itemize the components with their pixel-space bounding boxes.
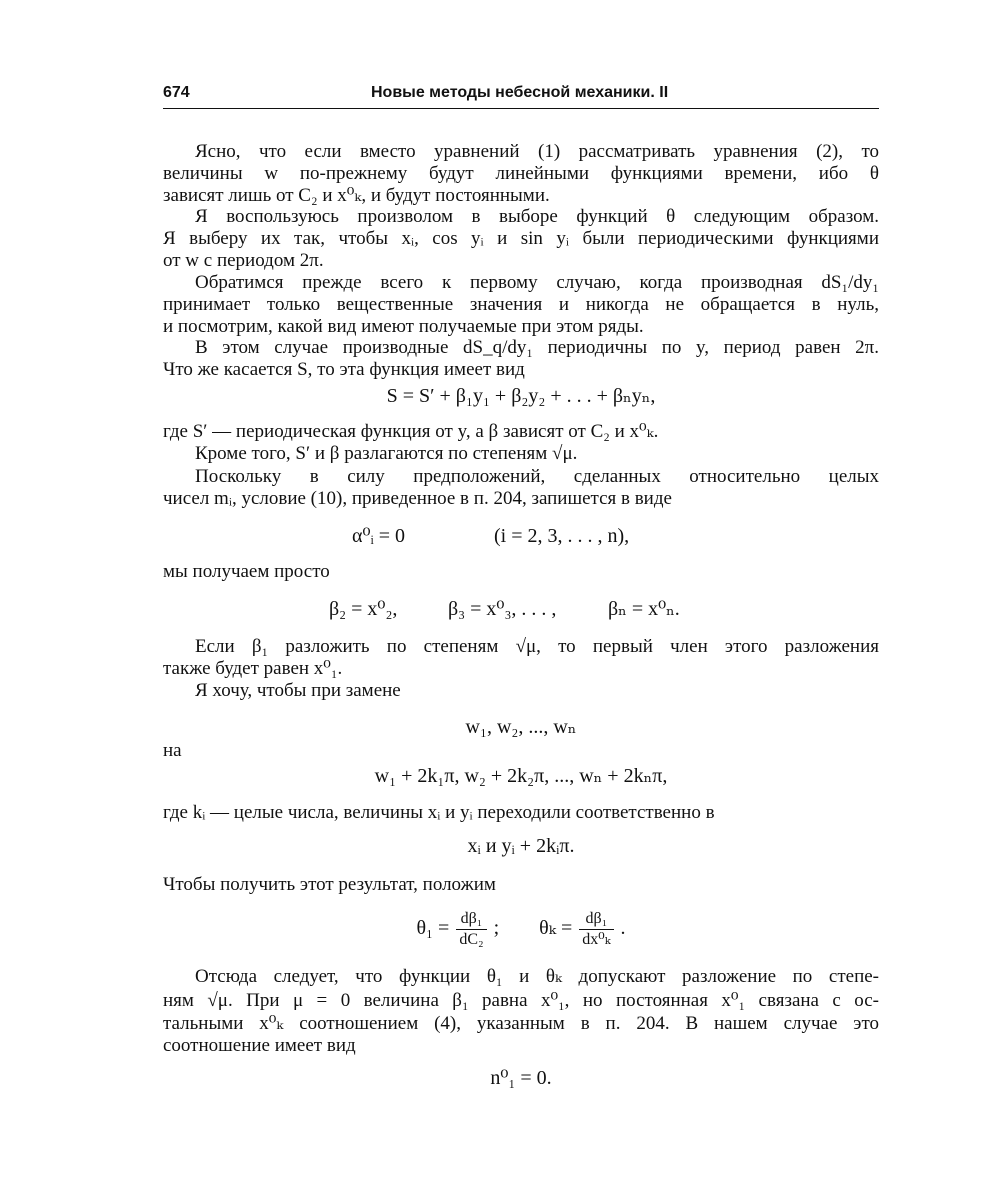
theta1-separator: ;	[493, 917, 500, 939]
text-line: где S′ — периодическая функция от y, а β зависят от C₂ и x⁰ₖ.	[163, 421, 659, 442]
equation-alpha: α⁰ᵢ = 0	[352, 525, 406, 547]
text-line: Я воспользуюсь произволом в выборе функций θ следующим образом.	[195, 206, 879, 227]
text-line: и посмотрим, какой вид имеют получаемые при этом ряды.	[163, 316, 644, 337]
running-header	[163, 82, 879, 108]
text-line: где kᵢ — целые числа, величины xᵢ и yᵢ переходили соответственно в	[163, 802, 715, 823]
text-line: тальными x⁰ₖ соотношением (4), указанным в п. 204. В нашем случае это	[163, 1013, 879, 1034]
thetak-numerator: dβ₁	[579, 909, 613, 930]
text-line: Я хочу, чтобы при замене	[195, 680, 401, 701]
text-line: зависят лишь от C₂ и x⁰ₖ, и будут постоянными.	[163, 185, 550, 206]
running-title: Новые методы небесной механики. II	[371, 84, 669, 101]
text-line: от w с периодом 2π.	[163, 250, 324, 271]
text-line: на	[163, 740, 182, 761]
text-line: принимает только вещественные значения и никогда не обращается в нуль,	[163, 294, 879, 315]
text-line: мы получаем просто	[163, 561, 330, 582]
text-line: Чтобы получить этот результат, положим	[163, 874, 496, 895]
text-line: соотношение имеет вид	[163, 1035, 356, 1056]
equation-w: w₁, w₂, ..., wₙ	[465, 716, 577, 738]
text-line: Если β₁ разложить по степеням √μ, то первый член этого разложения	[195, 636, 879, 657]
theta1-denominator: dC₂	[459, 930, 484, 948]
text-line: Отсюда следует, что функции θ₁ и θₖ допускают разложение по степе-	[195, 966, 879, 987]
thetak-fraction	[579, 909, 613, 950]
equation-s: S = S′ + β₁y₁ + β₂y₂ + . . . + βₙyₙ,	[386, 385, 656, 407]
theta1-fraction	[456, 909, 486, 950]
equation-n: n⁰₁ = 0.	[490, 1067, 552, 1089]
equation-beta-n: βₙ = x⁰ₙ.	[608, 598, 680, 620]
theta1-numerator: dβ₁	[456, 909, 486, 930]
page-number: 674	[163, 84, 190, 101]
theta1-lhs: θ₁ =	[416, 917, 450, 939]
thetak-end: .	[620, 917, 626, 939]
text-line: Ясно, что если вместо уравнений (1) рассматривать уравнения (2), то	[195, 141, 879, 162]
thetak-denominator: dx⁰ₖ	[582, 930, 611, 948]
equation-w-shift: w₁ + 2k₁π, w₂ + 2k₂π, ..., wₙ + 2kₙπ,	[374, 765, 668, 787]
text-line: Что же касается S, то эта функция имеет вид	[163, 359, 525, 380]
text-line: также будет равен x⁰₁.	[163, 658, 343, 679]
text-line: Кроме того, S′ и β разлагаются по степеням √μ.	[195, 443, 578, 464]
text-line: чисел mᵢ, условие (10), приведенное в п. 204, запишется в виде	[163, 488, 672, 509]
text-line: величины w по-прежнему будут линейными функциями времени, ибо θ	[163, 163, 879, 184]
equation-alpha-range: (i = 2, 3, . . . , n),	[494, 525, 630, 547]
equation-theta	[163, 903, 879, 953]
text-line: Поскольку в силу предположений, сделанных относительно целых	[195, 466, 879, 487]
text-line: Обратимся прежде всего к первому случаю, когда производная dS₁/dy₁	[195, 272, 879, 293]
text-line: Я выберу их так, чтобы xᵢ, cos yᵢ и sin yᵢ были периодическими функциями	[163, 228, 879, 249]
equation-xy: xᵢ и yᵢ + 2kᵢπ.	[467, 835, 575, 857]
equation-beta-2: β₂ = x⁰₂,	[329, 598, 398, 620]
header-rule	[163, 108, 879, 109]
thetak-lhs: θₖ =	[539, 917, 573, 939]
text-line: В этом случае производные dS_q/dy₁ периодичны по y, период равен 2π.	[195, 337, 879, 358]
text-line: ням √μ. При μ = 0 величина β₁ равна x⁰₁, но постоянная x⁰₁ связана с ос-	[163, 990, 879, 1011]
equation-beta-3: β₃ = x⁰₃, . . . ,	[448, 598, 557, 620]
